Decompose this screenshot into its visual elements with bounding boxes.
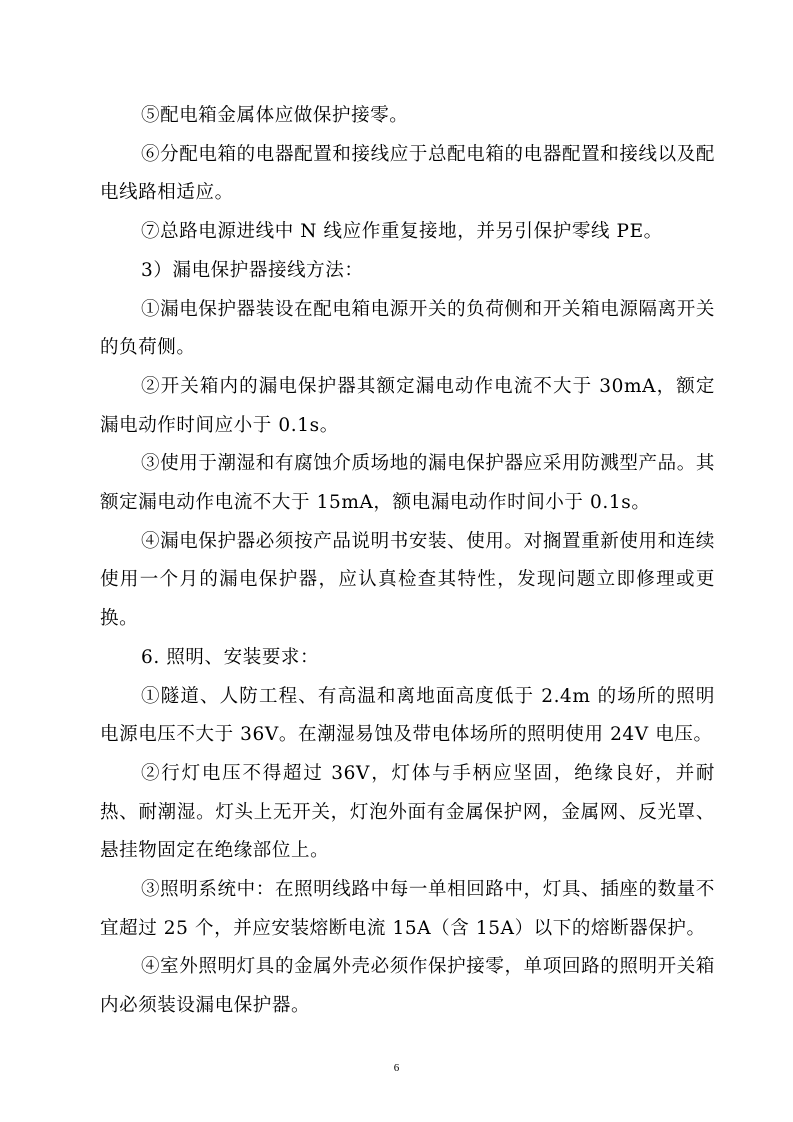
paragraph-leakage-item-1: ①漏电保护器装设在配电箱电源开关的负荷侧和开关箱电源隔离开关的负荷侧。 <box>100 298 715 359</box>
section-heading-leakage-protector-wiring: 3）漏电保护器接线方法： <box>141 259 364 281</box>
paragraph-lighting-item-4: ④室外照明灯具的金属外壳必须作保护接零，单项回路的照明开关箱内必须装设漏电保护器。 <box>100 956 715 1017</box>
paragraph-leakage-item-2: ②开关箱内的漏电保护器其额定漏电动作电流不大于 30mA，额定漏电动作时间应小于 0.1s。 <box>100 375 715 436</box>
paragraph-lighting-item-3: ③照明系统中：在照明线路中每一单相回路中，灯具、插座的数量不宜超过 25 个，并应安装熔断电流 15A（含 15A）以下的熔断器保护。 <box>100 879 715 939</box>
section-heading-lighting-requirements: 6. 照明、安装要求： <box>141 646 320 668</box>
page-number: 6 <box>393 1062 400 1074</box>
paragraph-leakage-item-3: ③使用于潮湿和有腐蚀介质场地的漏电保护器应采用防溅型产品。其额定漏电动作电流不大于 15mA，额电漏电动作时间小于 0.1s。 <box>100 453 715 514</box>
paragraph-leakage-item-4: ④漏电保护器必须按产品说明书安装、使用。对搁置重新使用和连续使用一个月的漏电保护器，应认真检查其特性，发现问题立即修理或更换。 <box>100 530 715 630</box>
paragraph-item-6-sub-distribution-box: ⑥分配电箱的电器配置和接线应于总配电箱的电器配置和接线以及配电线路相适应。 <box>100 143 715 204</box>
paragraph-item-5-metal-grounding: ⑤配电箱金属体应做保护接零。 <box>141 105 409 126</box>
document-body <box>100 97 715 1026</box>
paragraph-lighting-item-2: ②行灯电压不得超过 36V，灯体与手柄应坚固，绝缘良好，并耐热、耐潮湿。灯头上无开关，灯泡外面有金属保护网，金属网、反光罩、悬挂物固定在绝缘部位上。 <box>100 762 715 862</box>
paragraph-lighting-item-1: ①隧道、人防工程、有高温和离地面高度低于 2.4m 的场所的照明电源电压不大于 36V。在潮湿易蚀及带电体场所的照明使用 24V 电压。 <box>100 685 715 746</box>
paragraph-item-7-n-line-grounding: ⑦总路电源进线中 N 线应作重复接地，并另引保护零线 PE。 <box>141 221 663 243</box>
